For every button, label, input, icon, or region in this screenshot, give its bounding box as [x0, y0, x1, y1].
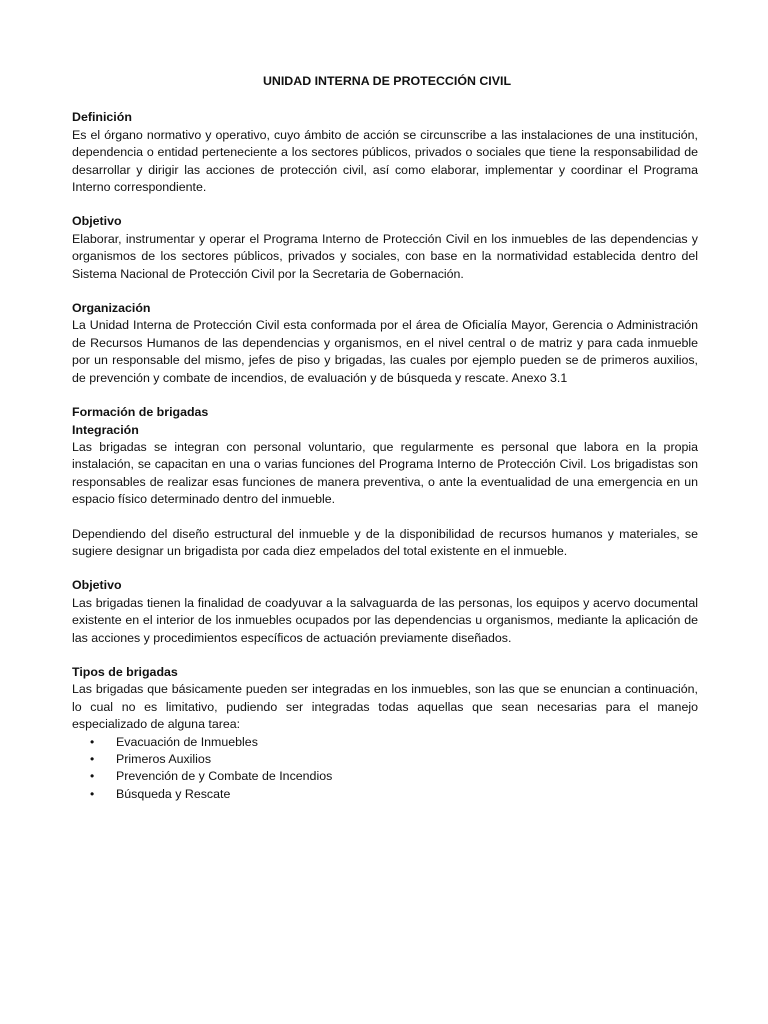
- list-item-label: Primeros Auxilios: [116, 752, 212, 766]
- bullet-icon: •: [90, 734, 95, 749]
- paragraph-tipos: Las brigadas que básicamente pueden ser integradas en los inmuebles, son las que se enuncian a continuación, lo cual no es limitativo, pudiendo ser integradas todas aquellas que sean necesarias para el manejo especializado de alguna tarea:: [72, 682, 698, 732]
- list-item-label: Búsqueda y Rescate: [116, 786, 231, 801]
- paragraph-integracion: Las brigadas se integran con personal voluntario, que regularmente es personal que labora en la propia instalación, se capacitan en una o varias funciones del Programa Interno de Protección Civil. Los brigadistas son responsables de realizar esas funciones de manera preventiva, o ante la eventualidad de una emergencia en un espacio físico determinado dentro del inmueble.: [72, 439, 698, 507]
- brigade-types-list: [72, 734, 698, 804]
- bullet-icon: •: [90, 752, 95, 766]
- paragraph-objetivo: Elaborar, instrumentar y operar el Programa Interno de Protección Civil en los inmuebles de las dependencias y organismos de los sectores públicos, privados y sociales, con base en la normatividad establecida dentro del Sistema Nacional de Protección Civil por la Secretaria de Gobernación.: [72, 231, 698, 281]
- spacer: [72, 647, 698, 664]
- section-heading-definicion: Definición: [72, 110, 132, 125]
- paragraph-organizacion: La Unidad Interna de Protección Civil esta conformada por el área de Oficialía Mayor, Gerencia o Administración de Recursos Humanos de las dependencias y organismos, en el nivel central o de matriz y para cada inmueble por un responsable del mismo, jefes de piso y brigadas, las cuales por ejemplo pueden se de primeros auxilios, de prevención y combate de incendios, de evaluación y de búsqueda y rescate. Anexo 3.1: [72, 318, 698, 385]
- bullet-icon: •: [90, 769, 95, 784]
- section-heading-formacion: Formación de brigadas: [72, 405, 209, 420]
- list-item: [90, 768, 698, 785]
- paragraph-definicion: Es el órgano normativo y operativo, cuyo ámbito de acción se circunscribe a las instalaciones de una institución, dependencia o entidad perteneciente a los sectores públicos, privados o sociales que tiene la responsabilidad de desarrollar y dirigir las acciones de protección civil, así como elaborar, implementar y coordinar el Programa Interno correspondiente.: [72, 127, 698, 195]
- section-heading-organizacion: Organización: [72, 301, 151, 316]
- list-item: [90, 734, 698, 751]
- section-heading-tipos: Tipos de brigadas: [72, 664, 178, 679]
- spacer: [72, 387, 698, 404]
- spacer: [72, 560, 698, 577]
- list-item: [90, 751, 698, 768]
- section-subheading-integracion: Integración: [72, 422, 139, 437]
- list-item-label: Evacuación de Inmuebles: [116, 734, 258, 749]
- paragraph-objetivo-brigadas: Las brigadas tienen la finalidad de coadyuvar a la salvaguarda de las personas, los equipos y acervo documental existente en el interior de los inmuebles ocupados por las dependencias u organismos, mediante la aplicación de las acciones y procedimientos específicos de actuación previamente diseñados.: [72, 595, 698, 645]
- list-item: [90, 786, 698, 803]
- section-heading-objetivo: Objetivo: [72, 214, 122, 229]
- list-item-label: Prevención de y Combate de Incendios: [116, 769, 333, 784]
- spacer: [72, 509, 698, 526]
- spacer: [72, 283, 698, 300]
- section-heading-objetivo-brigadas: Objetivo: [72, 578, 122, 593]
- bullet-icon: •: [90, 786, 95, 801]
- spacer: [72, 196, 698, 213]
- paragraph-diseno: Dependiendo del diseño estructural del inmueble y de la disponibilidad de recursos humanos y materiales, se sugiere designar un brigadista por cada diez empelados del total existente en el inmueble.: [72, 526, 698, 558]
- document-title: UNIDAD INTERNA DE PROTECCIÓN CIVIL: [262, 74, 512, 88]
